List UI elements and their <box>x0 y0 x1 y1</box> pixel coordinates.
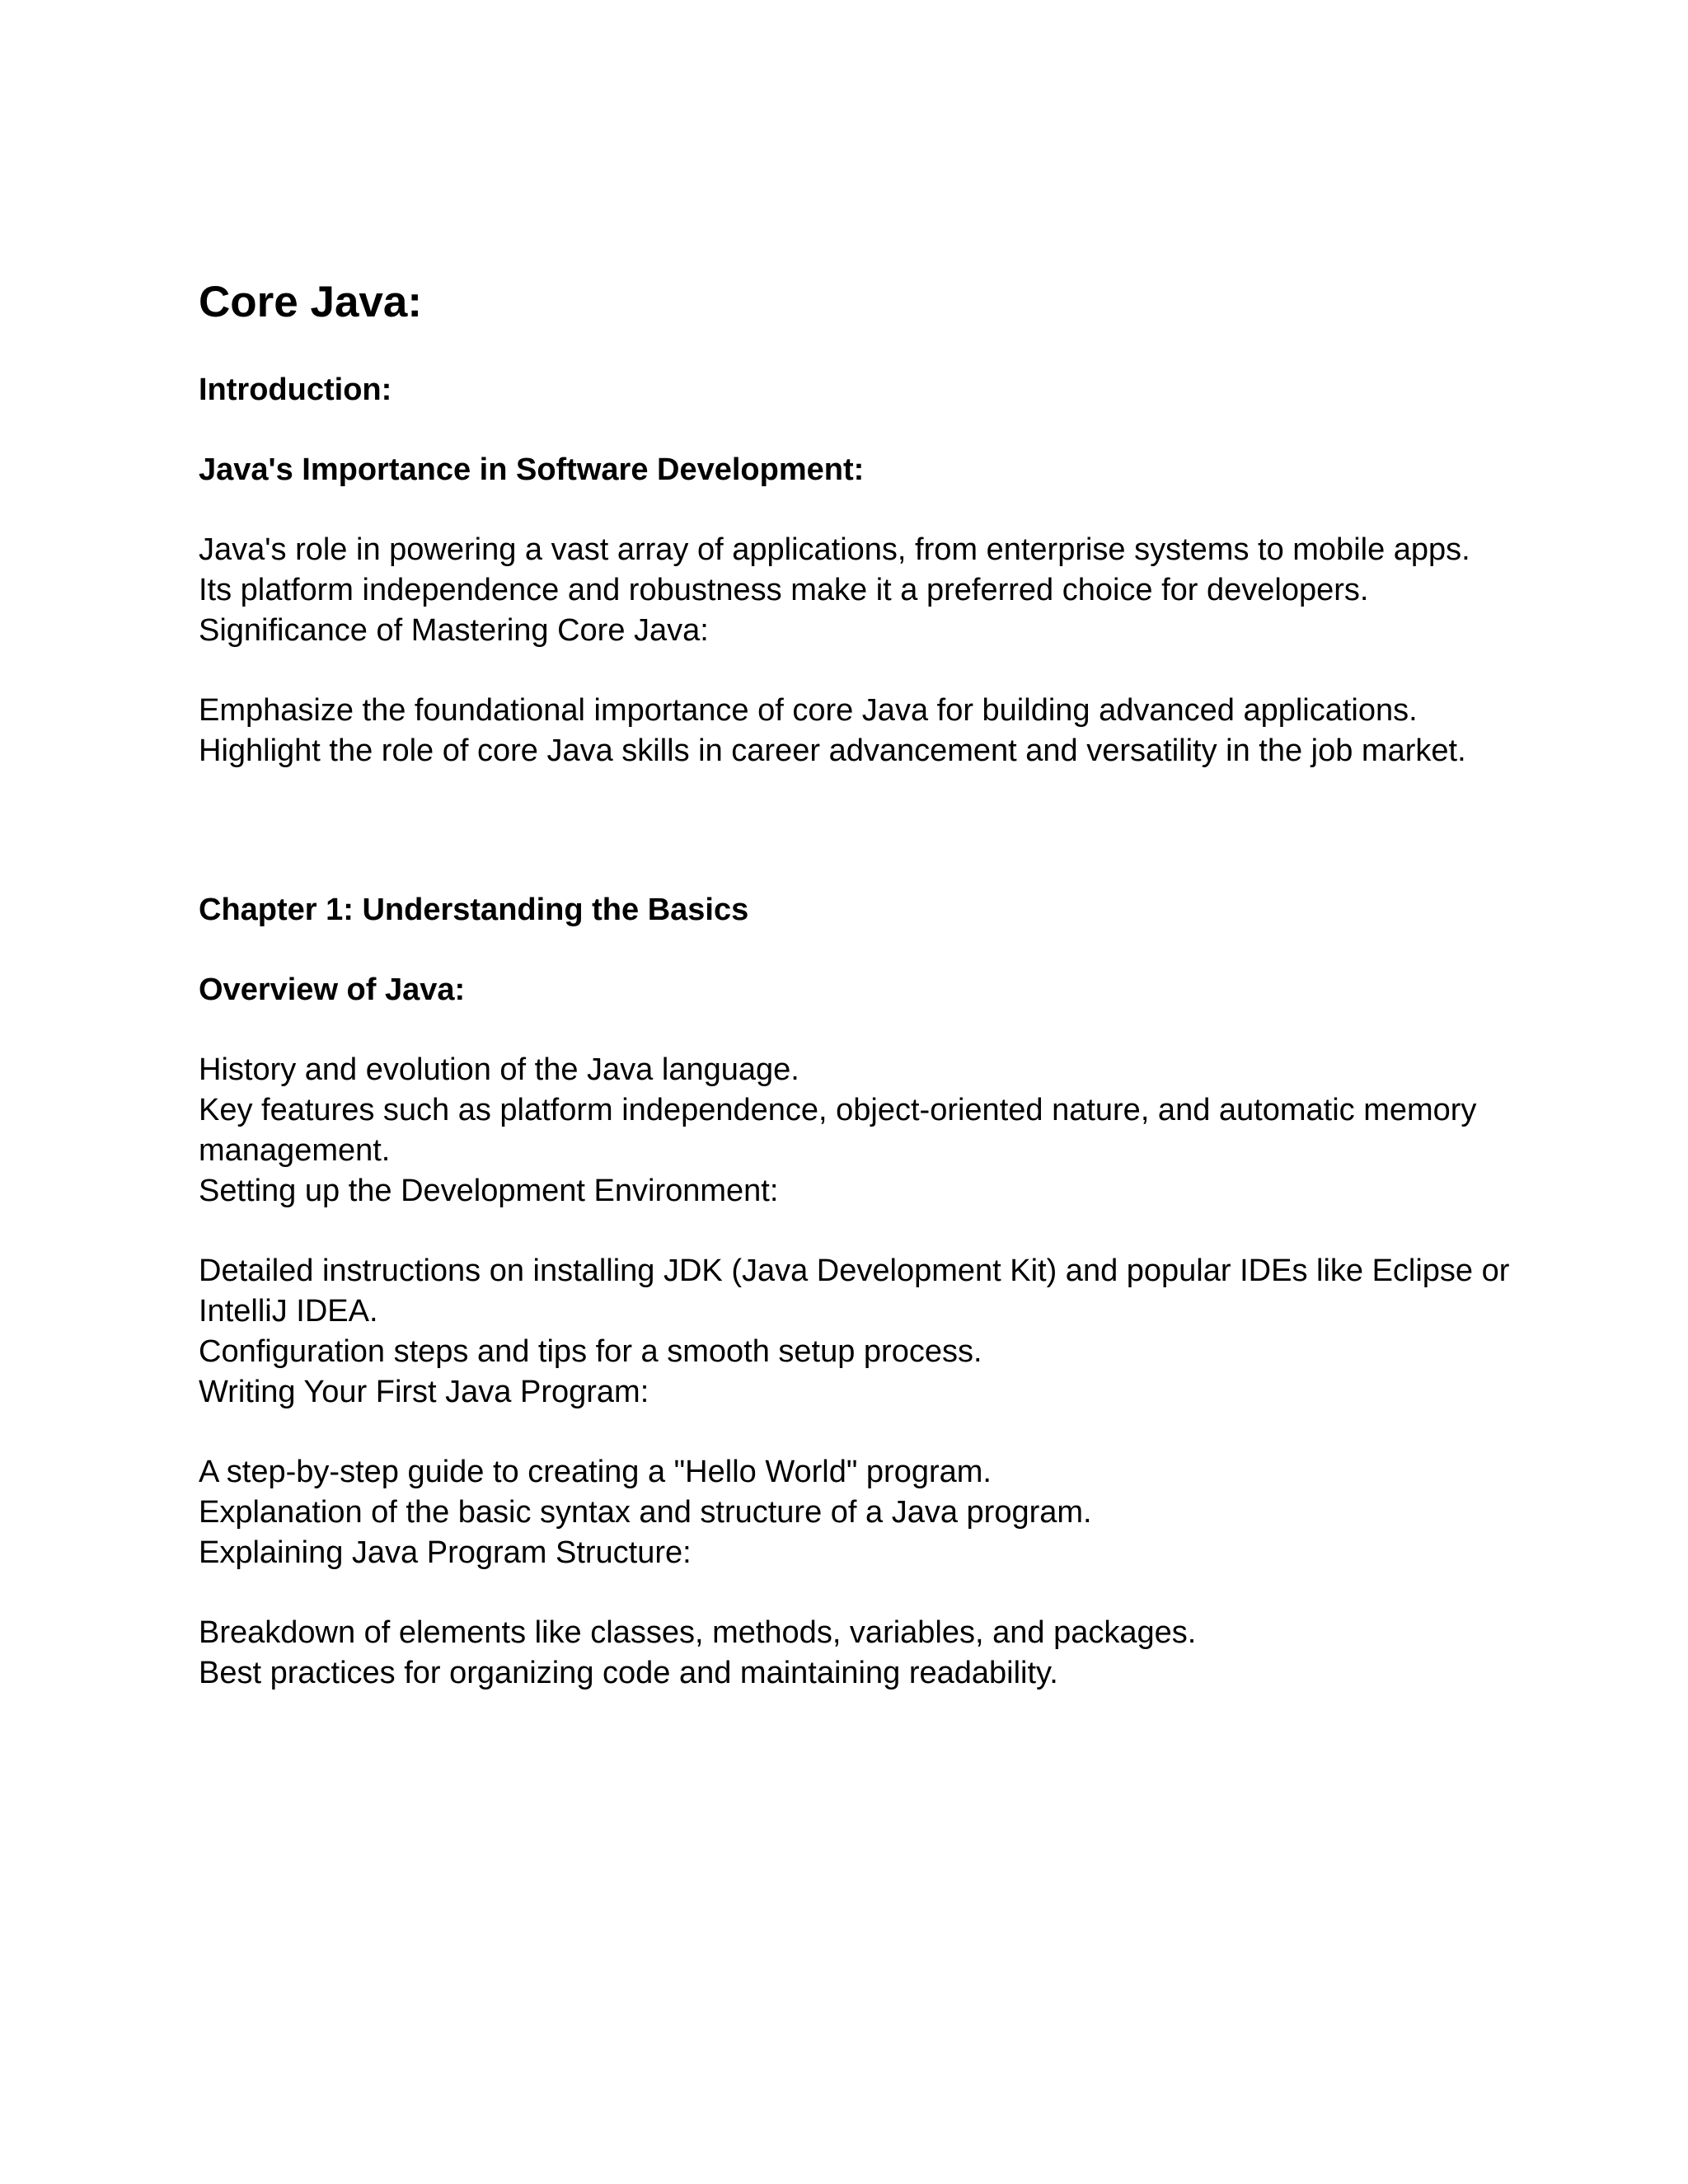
paragraph-line: Writing Your First Java Program: <box>199 1375 649 1409</box>
paragraph-line: Emphasize the foundational importance of core Java for building advanced applications. <box>199 693 1418 728</box>
paragraph-line: Explanation of the basic syntax and structure of a Java program. <box>199 1495 1092 1530</box>
overview-heading: Overview of Java: <box>199 972 466 1007</box>
chapter-heading: Chapter 1: Understanding the Basics <box>199 893 749 927</box>
paragraph-line: Setting up the Development Environment: <box>199 1174 779 1208</box>
paragraph-line: Breakdown of elements like classes, methods, variables, and packages. <box>199 1615 1197 1650</box>
paragraph-line: Best practices for organizing code and maintaining readability. <box>199 1656 1058 1690</box>
paragraph-line: Detailed instructions on installing JDK (Java Development Kit) and popular IDEs like Eclipse or <box>199 1254 1510 1288</box>
paragraph-line: A step-by-step guide to creating a "Hello World" program. <box>199 1455 992 1489</box>
paragraph-line: History and evolution of the Java language. <box>199 1052 799 1087</box>
paragraph-line: Significance of Mastering Core Java: <box>199 613 709 648</box>
paragraph-line: Explaining Java Program Structure: <box>199 1535 692 1570</box>
importance-heading: Java's Importance in Software Development: <box>199 452 865 487</box>
paragraph-line: Key features such as platform independence, object-oriented nature, and automatic memory <box>199 1093 1477 1127</box>
paragraph-line: management. <box>199 1133 391 1168</box>
paragraph-line: Its platform independence and robustness make it a preferred choice for developers. <box>199 573 1369 607</box>
paragraph-line: Java's role in powering a vast array of applications, from enterprise systems to mobile apps. <box>199 532 1470 567</box>
document-title: Core Java: <box>199 278 423 326</box>
paragraph-line: IntelliJ IDEA. <box>199 1294 378 1329</box>
paragraph-line: Configuration steps and tips for a smooth setup process. <box>199 1334 982 1369</box>
introduction-heading: Introduction: <box>199 373 392 407</box>
paragraph-line: Highlight the role of core Java skills in career advancement and versatility in the job market. <box>199 733 1466 768</box>
